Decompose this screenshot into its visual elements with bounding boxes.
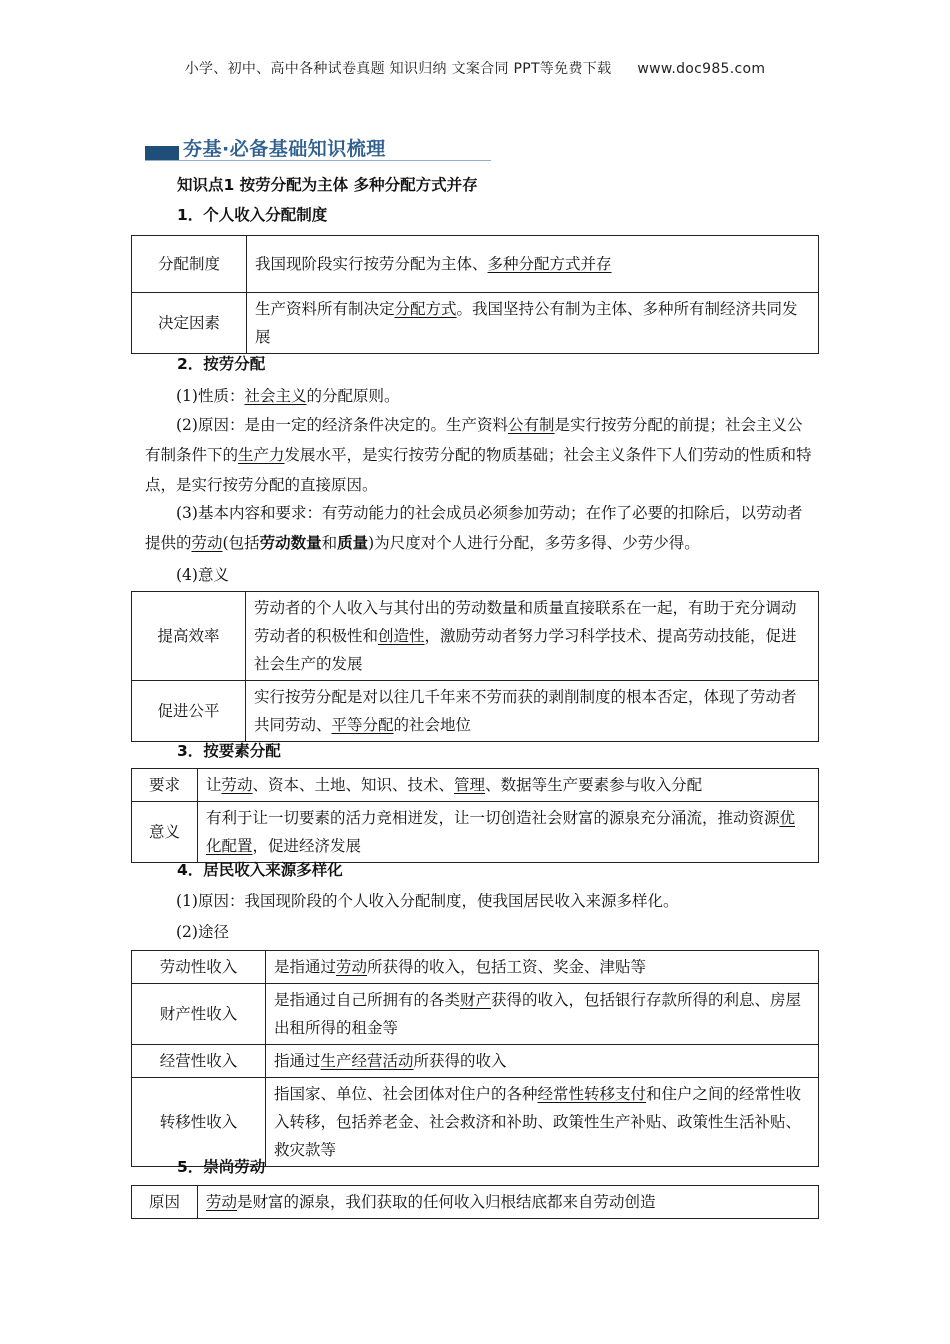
page-header: [0, 58, 950, 78]
s1-heading: 1．个人收入分配制度: [177, 206, 328, 224]
row-label: 意义: [132, 802, 198, 863]
table-row: [132, 592, 819, 681]
row-content: 是指通过劳动所获得的收入，包括工资、奖金、津贴等: [266, 951, 819, 984]
row-content: 指国家、单位、社会团体对住户的各种经常性转移支付和住户之间的经常性收入转移，包括养老金、社会救济和补助、政策性生产补贴、政策性生活补贴、救灾款等: [266, 1078, 819, 1167]
row-label: 提高效率: [132, 592, 246, 681]
row-label: 经营性收入: [132, 1045, 266, 1078]
s4-heading: 4．居民收入来源多样化: [177, 861, 343, 879]
s2-significance: (4)意义: [176, 566, 229, 584]
s5-table: [131, 1185, 819, 1219]
table-row: [132, 951, 819, 984]
s2-heading: 2．按劳分配: [177, 355, 266, 373]
s3-table: [131, 768, 819, 863]
row-content: 实行按劳分配是对以往几千年来不劳而获的剥削制度的根本否定，体现了劳动者共同劳动、平等分配的社会地位: [246, 681, 819, 742]
row-label: 原因: [132, 1186, 198, 1219]
header-tagline: 小学、初中、高中各种试卷真题 知识归纳 文案合同 PPT等免费下载: [184, 61, 612, 77]
s2-nature: (1)性质：社会主义的分配原则。: [176, 387, 400, 405]
s4-table: [131, 950, 819, 1167]
banner-block: [145, 146, 179, 160]
s1-table: [131, 235, 819, 354]
table-row: [132, 802, 819, 863]
s4-reason: (1)原因：我国现阶段的个人收入分配制度，使我国居民收入来源多样化。: [176, 892, 679, 910]
s3-heading: 3．按要素分配: [177, 742, 281, 760]
row-content: 生产资料所有制决定分配方式。我国坚持公有制为主体、多种所有制经济共同发展: [247, 293, 819, 354]
row-content: 劳动是财富的源泉，我们获取的任何收入归根结底都来自劳动创造: [198, 1186, 819, 1219]
table-row: [132, 984, 819, 1045]
table-row: [132, 1186, 819, 1219]
s4-ways: (2)途径: [176, 923, 229, 941]
row-label: 分配制度: [132, 236, 247, 293]
row-content: 让劳动、资本、土地、知识、技术、管理、数据等生产要素参与收入分配: [198, 769, 819, 802]
row-content: 有利于让一切要素的活力竞相迸发，让一切创造社会财富的源泉充分涌流，推动资源优化配置，促进经济发展: [198, 802, 819, 863]
table-row: [132, 236, 819, 293]
banner-title: 夯基·必备基础知识梳理: [183, 138, 386, 160]
s2-requirement: (3)基本内容和要求：有劳动能力的社会成员必须参加劳动；在作了必要的扣除后，以劳动者提供的劳动(包括劳动数量和质量)为尺度对个人进行分配，多劳多得、少劳少得。: [145, 504, 803, 552]
section-banner: [145, 132, 495, 164]
row-label: 要求: [132, 769, 198, 802]
row-label: 财产性收入: [132, 984, 266, 1045]
table-row: [132, 1045, 819, 1078]
row-label: 促进公平: [132, 681, 246, 742]
s5-heading: 5．崇尚劳动: [177, 1158, 266, 1176]
header-site-link[interactable]: www.doc985.com: [637, 61, 766, 77]
row-label: 劳动性收入: [132, 951, 266, 984]
s2-reason: (2)原因：是由一定的经济条件决定的。生产资料公有制是实行按劳分配的前提；社会主义公有制条件下的生产力发展水平，是实行按劳分配的物质基础；社会主义条件下人们劳动的性质和特点，是实行按劳分配的直接原因。: [145, 416, 812, 494]
row-content: 我国现阶段实行按劳分配为主体、多种分配方式并存: [247, 236, 819, 293]
s2-table: [131, 591, 819, 742]
knowledge-point-title: 知识点1 按劳分配为主体 多种分配方式并存: [177, 176, 478, 194]
table-row: [132, 769, 819, 802]
row-content: 指通过生产经营活动所获得的收入: [266, 1045, 819, 1078]
row-label: 决定因素: [132, 293, 247, 354]
row-content: 劳动者的个人收入与其付出的劳动数量和质量直接联系在一起，有助于充分调动劳动者的积极性和创造性，激励劳动者努力学习科学技术、提高劳动技能，促进社会生产的发展: [246, 592, 819, 681]
table-row: [132, 293, 819, 354]
row-label: 转移性收入: [132, 1078, 266, 1167]
row-content: 是指通过自己所拥有的各类财产获得的收入，包括银行存款所得的利息、房屋出租所得的租金等: [266, 984, 819, 1045]
table-row: [132, 681, 819, 742]
